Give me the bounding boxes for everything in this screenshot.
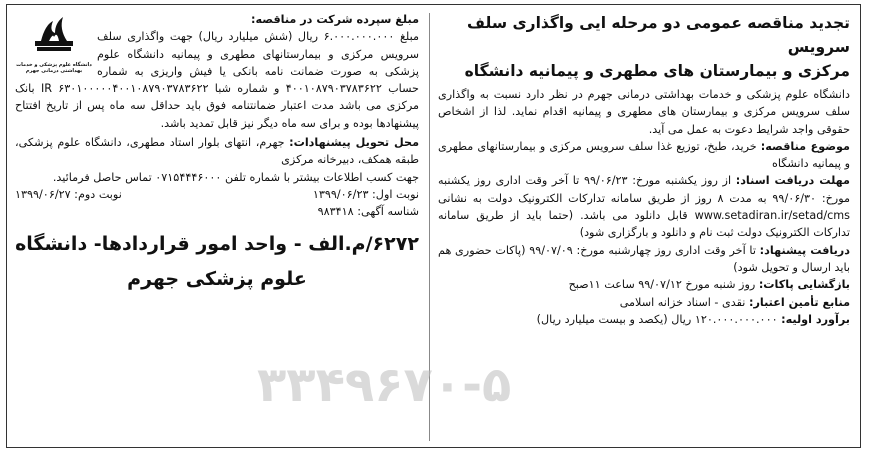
book-flame-logo-icon <box>31 11 77 57</box>
column-divider <box>429 13 430 441</box>
opening-paragraph <box>438 276 850 293</box>
contact-paragraph: جهت کسب اطلاعات بیشتر با شماره تلفن ۰۷۱۵۴۴۴۶۰۰۰ تماس حاصل فرمائید. <box>52 170 419 184</box>
receipt-text: تا آخر وقت اداری روز چهارشنبه مورخ: ۹۹/۰۷/۰۹ (پاکات حضوری هم باید ارسال و تحویل شود) <box>438 243 850 274</box>
delivery-label: محل تحویل پیشنهادات: <box>289 136 420 150</box>
ad-id: شناسه آگهی: ۹۸۳۴۱۸ <box>317 205 419 219</box>
intro-paragraph: دانشگاه علوم پزشکی و خدمات بهداشتی درمانی جهرم در نظر دارد نسبت به واگذاری سلف سرویس مرکزی و بیمارستان های مطهری و پیمانیه اقدام نماید. لذا از اشخاص حقوقی واجد شرایط دعوت به عمل می آید. <box>438 88 850 136</box>
left-column <box>7 5 427 293</box>
delivery-text: جهرم، انتهای بلوار استاد مطهری، دانشگاه علوم پزشکی، طبقه همکف، دبیرخانه مرکزی <box>15 136 419 167</box>
tender-notice <box>6 4 861 448</box>
right-column <box>432 5 860 328</box>
estimate-paragraph <box>438 311 850 328</box>
university-logo <box>15 11 93 74</box>
credit-label: منابع تأمین اعتبار: <box>748 295 850 309</box>
round-two-date: نوبت دوم: ۱۳۹۹/۰۶/۲۷ <box>15 187 122 201</box>
logo-caption: دانشگاه علوم پزشکی و خدمات بهداشتی درمانی جهرم <box>16 62 92 74</box>
deposit-paragraph: مبلغ ۶.۰۰۰.۰۰۰.۰۰۰ ریال (شش میلیارد ریال) جهت واگذاری سلف سرویس مرکزی و بیمارستانهای مطهری و پیمانیه دانشگاه علوم پزشکی به صورت ضمانت نامه بانکی یا فیش واریزی به شماره حساب ۴۰۰۱۰۸۷۹۰۳۷۸۳۶۲۲ و شماره شبا IR ۶۳۰۱۰۰۰۰۰۴۰۰۱۰۸۷۹۰۳۷۸۳۶۲۲ بانک مرکزی می باشد مدت اعتبار ضمانتنامه فوق باید حداقل سه ماه پس از تاریخ افتتاح پیشنهادها بوده و برای سه ماه دیگر نیز قابل تمدید باشد. <box>15 30 419 130</box>
estimate-label: برآورد اولیه: <box>781 312 850 326</box>
estimate-text: ۱۲۰.۰۰۰.۰۰۰.۰۰۰ ریال (یکصد و بیست میلیارد ریال) <box>536 312 778 326</box>
subject-text: خرید، طبخ، توزیع غذا سلف سرویس مرکزی و بیمارستانهای مطهری و پیمانیه دانشگاه <box>438 139 850 171</box>
round-one-date: نوبت اول: ۱۳۹۹/۰۶/۲۳ <box>312 187 419 201</box>
delivery-paragraph <box>15 134 419 169</box>
receipt-paragraph <box>438 242 850 277</box>
ad-id-row <box>15 203 419 220</box>
notice-title-line2: مرکزی و بیمارستان های مطهری و پیمانیه دانشگاه <box>464 62 850 80</box>
deadline-label: مهلت دریافت اسناد: <box>735 174 850 188</box>
opening-text: روز شنبه مورخ ۹۹/۰۷/۱۲ ساعت ۱۱صبح <box>568 278 756 292</box>
phone-watermark: ۳۳۴۹۶۷۰-۵ <box>257 357 512 413</box>
deadline-text: از روز یکشنبه مورخ: ۹۹/۰۶/۲۳ تا آخر وقت اداری روز یکشنبه مورخ: ۹۹/۰۶/۳۰ به مدت ۸ روز از طریق سامانه تدارکات الکترونیک دولت به نشانی www.setadiran.ir/setad/cms قابل دانلود می باشد. (حتما باید از طریق سامانه تدارکات الکترونیک دولت ثبت نام و دانلود و بارگزاری شود) <box>438 174 850 240</box>
subject-paragraph <box>438 138 850 173</box>
publication-dates <box>15 186 419 203</box>
credit-text: نقدی - اسناد خزانه اسلامی <box>619 295 746 309</box>
notice-title-line1: تجدید مناقصه عمومی دو مرحله ایی واگذاری سلف سرویس <box>467 14 850 56</box>
signature-line2: علوم پزشکی جهرم <box>127 267 307 290</box>
opening-label: بازگشایی پاکات: <box>758 278 850 292</box>
deadline-paragraph <box>438 172 850 241</box>
deposit-heading: مبلغ سپرده شرکت در مناقصه: <box>251 13 419 26</box>
subject-label: موضوع مناقصه: <box>760 139 850 153</box>
signature-line1: ۶۲۷۲/م.الف - واحد امور قراردادها- دانشگاه <box>15 232 419 255</box>
credit-paragraph <box>438 294 850 311</box>
receipt-label: دریافت پیشنهاد: <box>759 243 850 257</box>
